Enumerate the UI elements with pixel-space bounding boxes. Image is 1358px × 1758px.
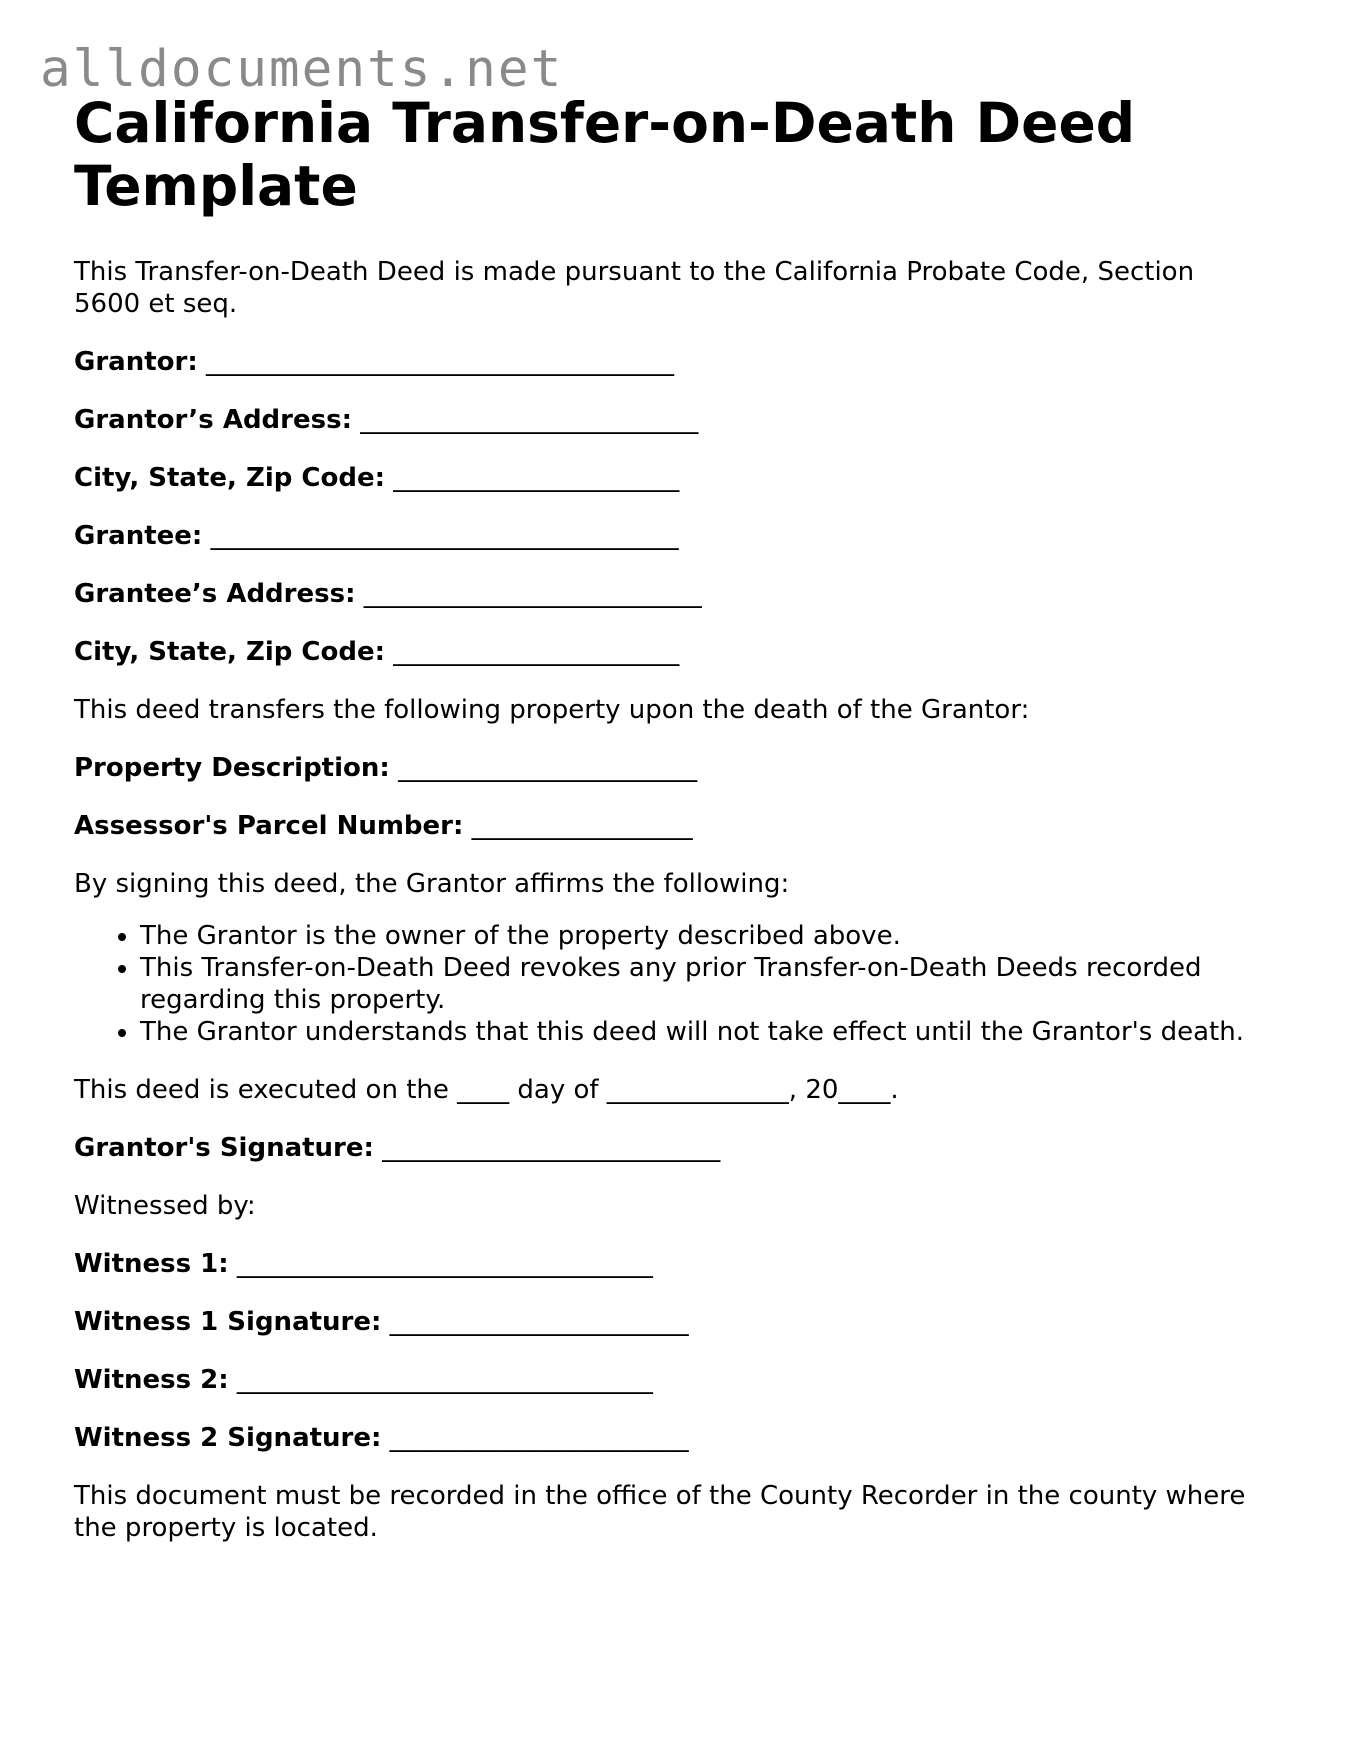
- document-title: California Transfer-on-Death Deed Template: [74, 91, 1136, 218]
- field-label: Property Description:: [74, 753, 390, 783]
- blank-line: ________________________________: [236, 1365, 653, 1395]
- blank-line: ____________________________________: [210, 521, 679, 551]
- list-item: • The Grantor is the owner of the property described above.: [140, 920, 1310, 952]
- document: [74, 92, 1274, 1544]
- watermark: alldocuments.net: [40, 40, 564, 99]
- property-description-field: [74, 752, 1274, 784]
- blank-line: _______________________: [398, 753, 698, 783]
- field-label: Grantor's Signature:: [74, 1133, 374, 1163]
- affirmation-list: [74, 920, 1310, 1048]
- blank-line: _______________________: [389, 1423, 689, 1453]
- closing-paragraph: This document must be recorded in the office of the County Recorder in the county where the property is located.: [74, 1481, 1246, 1543]
- intro-paragraph: This Transfer-on-Death Deed is made pursuant to the California Probate Code, Section 5600 et seq.: [74, 257, 1195, 319]
- witness-1-signature-field: [74, 1306, 1274, 1338]
- blank-line: ______________________: [393, 637, 680, 667]
- field-label: Witness 1 Signature:: [74, 1307, 382, 1337]
- field-label: Grantor’s Address:: [74, 405, 352, 435]
- grantee-field: [74, 520, 1274, 552]
- blank-line: ________________________________: [236, 1249, 653, 1279]
- witness-2-field: [74, 1364, 1274, 1396]
- grantee-address-field: [74, 578, 1274, 610]
- grantor-signature-field: [74, 1132, 1274, 1164]
- executed-paragraph: This deed is executed on the ____ day of ______________, 20____.: [74, 1075, 899, 1105]
- field-label: City, State, Zip Code:: [74, 463, 385, 493]
- field-label: Grantee:: [74, 521, 203, 551]
- field-label: Witness 1:: [74, 1249, 229, 1279]
- blank-line: ____________________________________: [206, 347, 674, 377]
- list-item: • The Grantor understands that this deed will not take effect until the Grantor's death.: [140, 1016, 1310, 1048]
- blank-line: __________________________: [363, 579, 702, 609]
- grantor-field: [74, 346, 1274, 378]
- field-label: City, State, Zip Code:: [74, 637, 385, 667]
- field-label: Witness 2 Signature:: [74, 1423, 382, 1453]
- witness-1-field: [74, 1248, 1274, 1280]
- field-label: Grantor:: [74, 347, 198, 377]
- grantor-address-field: [74, 404, 1274, 436]
- field-label: Grantee’s Address:: [74, 579, 356, 609]
- list-item: • This Transfer-on-Death Deed revokes any prior Transfer-on-Death Deeds recorded regarding this property.: [140, 952, 1310, 1016]
- blank-line: ______________________: [393, 463, 680, 493]
- blank-line: _______________________: [389, 1307, 689, 1337]
- field-label: Witness 2:: [74, 1365, 229, 1395]
- grantor-city-state-zip-field: [74, 462, 1274, 494]
- parcel-number-field: [74, 810, 1274, 842]
- transfer-paragraph: This deed transfers the following property upon the death of the Grantor:: [74, 695, 1030, 725]
- affirm-paragraph: By signing this deed, the Grantor affirms the following:: [74, 869, 790, 899]
- grantee-city-state-zip-field: [74, 636, 1274, 668]
- blank-line: __________________________: [382, 1133, 721, 1163]
- blank-line: _________________: [471, 811, 693, 841]
- witness-2-signature-field: [74, 1422, 1274, 1454]
- blank-line: __________________________: [360, 405, 699, 435]
- witnessed-paragraph: Witnessed by:: [74, 1191, 256, 1221]
- field-label: Assessor's Parcel Number:: [74, 811, 464, 841]
